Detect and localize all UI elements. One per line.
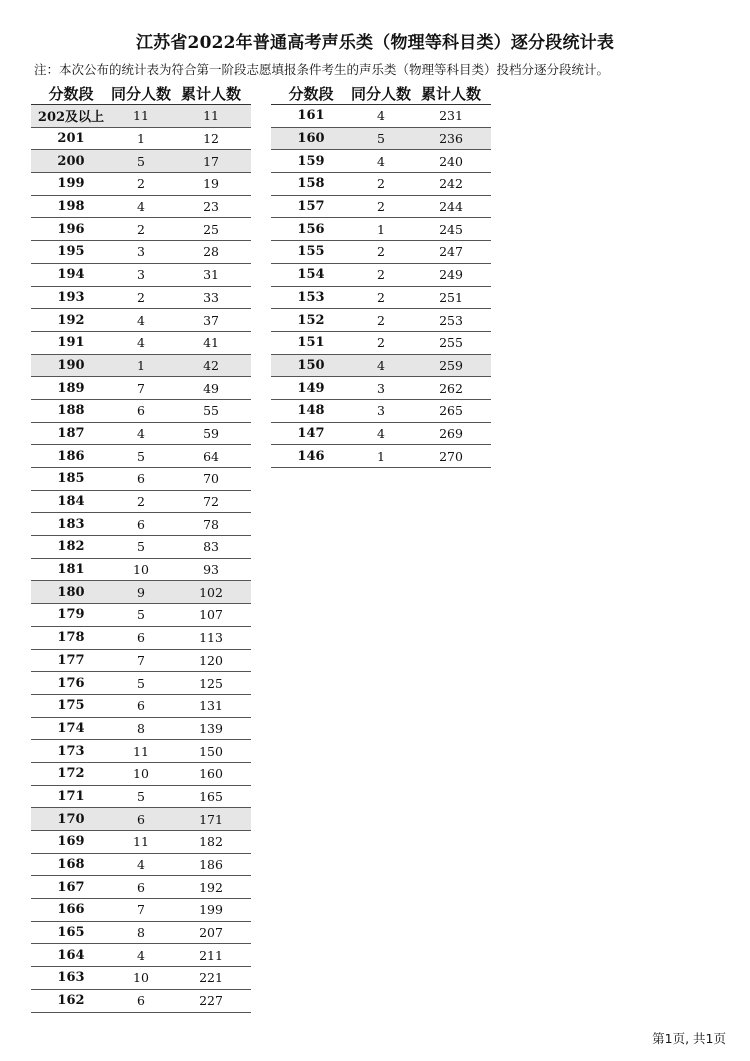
cell-cumulative-count: 41 (171, 331, 251, 354)
cell-same-score-count: 6 (111, 626, 171, 649)
cell-score-range: 173 (31, 740, 111, 763)
table-row (31, 173, 251, 196)
cell-cumulative-count: 125 (171, 672, 251, 695)
table-row (31, 263, 251, 286)
table-row (31, 377, 251, 400)
cell-cumulative-count: 207 (171, 921, 251, 944)
cell-cumulative-count: 251 (411, 286, 491, 309)
cell-cumulative-count: 171 (171, 808, 251, 831)
table-row (31, 468, 251, 491)
table-row (31, 626, 251, 649)
cell-same-score-count: 3 (111, 241, 171, 264)
cell-score-range: 175 (31, 694, 111, 717)
page-title: 江苏省2022年普通高考声乐类（物理等科目类）逐分段统计表 (135, 33, 615, 53)
table-row (271, 377, 491, 400)
cell-score-range: 191 (31, 331, 111, 354)
table-row (31, 445, 251, 468)
table-row (31, 694, 251, 717)
cell-score-range: 195 (31, 241, 111, 264)
cell-cumulative-count: 59 (171, 422, 251, 445)
cell-score-range: 146 (271, 445, 351, 468)
cell-score-range: 170 (31, 808, 111, 831)
header-score-range: 分数段 (271, 82, 351, 105)
table-row (271, 286, 491, 309)
cell-cumulative-count: 245 (411, 218, 491, 241)
cell-cumulative-count: 269 (411, 422, 491, 445)
table-row (271, 354, 491, 377)
table-row (31, 762, 251, 785)
cell-cumulative-count: 93 (171, 558, 251, 581)
table-row (271, 241, 491, 264)
cell-cumulative-count: 131 (171, 694, 251, 717)
cell-same-score-count: 11 (111, 740, 171, 763)
cell-score-range: 150 (271, 354, 351, 377)
cell-same-score-count: 5 (111, 785, 171, 808)
table-row (271, 127, 491, 150)
table-row (31, 921, 251, 944)
cell-same-score-count: 2 (351, 286, 411, 309)
cell-same-score-count: 5 (111, 150, 171, 173)
cell-same-score-count: 2 (351, 263, 411, 286)
table-header-row (31, 82, 251, 105)
cell-score-range: 168 (31, 853, 111, 876)
cell-same-score-count: 3 (111, 263, 171, 286)
cell-cumulative-count: 11 (171, 105, 251, 128)
table-row (271, 331, 491, 354)
cell-same-score-count: 4 (351, 105, 411, 128)
table-row (31, 241, 251, 264)
cell-score-range: 147 (271, 422, 351, 445)
cell-same-score-count: 11 (111, 105, 171, 128)
cell-cumulative-count: 33 (171, 286, 251, 309)
cell-cumulative-count: 120 (171, 649, 251, 672)
cell-score-range: 179 (31, 604, 111, 627)
cell-same-score-count: 4 (111, 331, 171, 354)
cell-score-range: 149 (271, 377, 351, 400)
cell-score-range: 153 (271, 286, 351, 309)
cell-score-range: 201 (31, 127, 111, 150)
cell-cumulative-count: 64 (171, 445, 251, 468)
cell-cumulative-count: 270 (411, 445, 491, 468)
score-table-right (271, 82, 491, 468)
cell-score-range: 177 (31, 649, 111, 672)
cell-cumulative-count: 83 (171, 536, 251, 559)
cell-same-score-count: 1 (111, 354, 171, 377)
cell-score-range: 167 (31, 876, 111, 899)
cell-same-score-count: 4 (111, 309, 171, 332)
cell-score-range: 180 (31, 581, 111, 604)
cell-cumulative-count: 165 (171, 785, 251, 808)
cell-same-score-count: 2 (111, 490, 171, 513)
cell-score-range: 166 (31, 899, 111, 922)
table-body-left (31, 105, 251, 1013)
table-body-right (271, 105, 491, 468)
cell-same-score-count: 1 (111, 127, 171, 150)
cell-cumulative-count: 19 (171, 173, 251, 196)
cell-score-range: 178 (31, 626, 111, 649)
cell-same-score-count: 5 (111, 445, 171, 468)
cell-cumulative-count: 42 (171, 354, 251, 377)
cell-cumulative-count: 265 (411, 399, 491, 422)
table-row (271, 218, 491, 241)
cell-same-score-count: 10 (111, 558, 171, 581)
cell-cumulative-count: 259 (411, 354, 491, 377)
cell-same-score-count: 4 (111, 853, 171, 876)
cell-cumulative-count: 186 (171, 853, 251, 876)
table-row (31, 740, 251, 763)
cell-score-range: 186 (31, 445, 111, 468)
cell-same-score-count: 1 (351, 218, 411, 241)
cell-score-range: 183 (31, 513, 111, 536)
cell-same-score-count: 2 (111, 286, 171, 309)
cell-same-score-count: 2 (351, 309, 411, 332)
table-row (271, 263, 491, 286)
table-row (31, 558, 251, 581)
cell-cumulative-count: 253 (411, 309, 491, 332)
cell-cumulative-count: 55 (171, 399, 251, 422)
cell-score-range: 174 (31, 717, 111, 740)
cell-score-range: 192 (31, 309, 111, 332)
table-row (271, 105, 491, 128)
cell-cumulative-count: 199 (171, 899, 251, 922)
table-note: 注：本次公布的统计表为符合第一阶段志愿填报条件考生的声乐类（物理等科目类）投档分逐分段统计。 (34, 62, 610, 77)
cell-same-score-count: 10 (111, 762, 171, 785)
cell-same-score-count: 2 (351, 331, 411, 354)
cell-score-range: 181 (31, 558, 111, 581)
table-row (271, 399, 491, 422)
cell-same-score-count: 2 (351, 195, 411, 218)
table-row (31, 127, 251, 150)
header-cumulative-count: 累计人数 (171, 82, 251, 105)
cell-cumulative-count: 192 (171, 876, 251, 899)
cell-same-score-count: 2 (111, 173, 171, 196)
header-cumulative-count: 累计人数 (411, 82, 491, 105)
cell-cumulative-count: 113 (171, 626, 251, 649)
cell-same-score-count: 4 (351, 354, 411, 377)
cell-same-score-count: 1 (351, 445, 411, 468)
cell-same-score-count: 7 (111, 377, 171, 400)
cell-score-range: 164 (31, 944, 111, 967)
table-row (31, 195, 251, 218)
table-row (31, 785, 251, 808)
header-same-score-count: 同分人数 (111, 82, 171, 105)
cell-same-score-count: 2 (111, 218, 171, 241)
cell-cumulative-count: 12 (171, 127, 251, 150)
cell-cumulative-count: 211 (171, 944, 251, 967)
cell-score-range: 148 (271, 399, 351, 422)
cell-score-range: 152 (271, 309, 351, 332)
cell-score-range: 161 (271, 105, 351, 128)
cell-same-score-count: 4 (111, 422, 171, 445)
cell-same-score-count: 6 (111, 513, 171, 536)
cell-cumulative-count: 25 (171, 218, 251, 241)
table-row (31, 808, 251, 831)
table-row (271, 309, 491, 332)
cell-score-range: 182 (31, 536, 111, 559)
table-row (271, 173, 491, 196)
table-row (31, 672, 251, 695)
cell-score-range: 163 (31, 967, 111, 990)
table-row (31, 989, 251, 1012)
cell-cumulative-count: 37 (171, 309, 251, 332)
table-row (31, 717, 251, 740)
cell-score-range: 189 (31, 377, 111, 400)
cell-same-score-count: 11 (111, 831, 171, 854)
cell-cumulative-count: 28 (171, 241, 251, 264)
table-row (271, 195, 491, 218)
cell-score-range: 184 (31, 490, 111, 513)
cell-same-score-count: 6 (111, 989, 171, 1012)
cell-same-score-count: 4 (111, 944, 171, 967)
cell-same-score-count: 4 (351, 150, 411, 173)
cell-score-range: 156 (271, 218, 351, 241)
cell-cumulative-count: 150 (171, 740, 251, 763)
cell-score-range: 190 (31, 354, 111, 377)
table-row (271, 150, 491, 173)
table-row (31, 150, 251, 173)
cell-score-range: 155 (271, 241, 351, 264)
header-same-score-count: 同分人数 (351, 82, 411, 105)
table-row (31, 399, 251, 422)
table-row (31, 831, 251, 854)
cell-score-range: 159 (271, 150, 351, 173)
table-row (271, 422, 491, 445)
cell-same-score-count: 5 (111, 536, 171, 559)
table-row (31, 876, 251, 899)
cell-score-range: 165 (31, 921, 111, 944)
cell-score-range: 157 (271, 195, 351, 218)
table-row (31, 105, 251, 128)
cell-same-score-count: 3 (351, 399, 411, 422)
cell-cumulative-count: 255 (411, 331, 491, 354)
score-table-left (31, 82, 251, 1013)
table-row (31, 581, 251, 604)
cell-score-range: 194 (31, 263, 111, 286)
cell-score-range: 188 (31, 399, 111, 422)
cell-score-range: 172 (31, 762, 111, 785)
cell-same-score-count: 9 (111, 581, 171, 604)
table-row (31, 967, 251, 990)
cell-same-score-count: 6 (111, 808, 171, 831)
cell-score-range: 176 (31, 672, 111, 695)
cell-same-score-count: 7 (111, 899, 171, 922)
cell-cumulative-count: 49 (171, 377, 251, 400)
table-row (31, 604, 251, 627)
cell-score-range: 169 (31, 831, 111, 854)
cell-score-range: 187 (31, 422, 111, 445)
cell-cumulative-count: 182 (171, 831, 251, 854)
cell-score-range: 199 (31, 173, 111, 196)
cell-same-score-count: 2 (351, 241, 411, 264)
table-row (31, 944, 251, 967)
cell-cumulative-count: 231 (411, 105, 491, 128)
cell-same-score-count: 2 (351, 173, 411, 196)
cell-same-score-count: 4 (111, 195, 171, 218)
cell-cumulative-count: 17 (171, 150, 251, 173)
table-header-row (271, 82, 491, 105)
cell-cumulative-count: 23 (171, 195, 251, 218)
table-row (31, 536, 251, 559)
cell-cumulative-count: 107 (171, 604, 251, 627)
cell-same-score-count: 6 (111, 876, 171, 899)
cell-cumulative-count: 31 (171, 263, 251, 286)
cell-cumulative-count: 70 (171, 468, 251, 491)
cell-same-score-count: 3 (351, 377, 411, 400)
table-row (31, 309, 251, 332)
cell-cumulative-count: 247 (411, 241, 491, 264)
cell-cumulative-count: 221 (171, 967, 251, 990)
cell-same-score-count: 10 (111, 967, 171, 990)
cell-same-score-count: 6 (111, 468, 171, 491)
cell-cumulative-count: 78 (171, 513, 251, 536)
table-row (31, 422, 251, 445)
cell-same-score-count: 5 (111, 604, 171, 627)
page-footer: 第1页, 共1页 (652, 1031, 726, 1046)
cell-score-range: 185 (31, 468, 111, 491)
cell-cumulative-count: 244 (411, 195, 491, 218)
cell-same-score-count: 5 (111, 672, 171, 695)
table-row (31, 513, 251, 536)
cell-same-score-count: 4 (351, 422, 411, 445)
cell-cumulative-count: 102 (171, 581, 251, 604)
cell-cumulative-count: 249 (411, 263, 491, 286)
table-row (31, 853, 251, 876)
cell-same-score-count: 8 (111, 921, 171, 944)
cell-cumulative-count: 72 (171, 490, 251, 513)
cell-score-range: 151 (271, 331, 351, 354)
cell-score-range: 200 (31, 150, 111, 173)
cell-score-range: 162 (31, 989, 111, 1012)
cell-cumulative-count: 227 (171, 989, 251, 1012)
cell-score-range: 198 (31, 195, 111, 218)
table-row (31, 218, 251, 241)
cell-score-range: 158 (271, 173, 351, 196)
cell-cumulative-count: 262 (411, 377, 491, 400)
cell-same-score-count: 7 (111, 649, 171, 672)
cell-cumulative-count: 160 (171, 762, 251, 785)
cell-same-score-count: 8 (111, 717, 171, 740)
cell-score-range: 202及以上 (31, 105, 111, 128)
cell-cumulative-count: 242 (411, 173, 491, 196)
table-row (31, 286, 251, 309)
cell-cumulative-count: 139 (171, 717, 251, 740)
cell-same-score-count: 5 (351, 127, 411, 150)
table-row (31, 331, 251, 354)
table-row (31, 354, 251, 377)
cell-score-range: 171 (31, 785, 111, 808)
table-row (31, 899, 251, 922)
table-row (31, 490, 251, 513)
cell-score-range: 160 (271, 127, 351, 150)
cell-cumulative-count: 236 (411, 127, 491, 150)
cell-score-range: 193 (31, 286, 111, 309)
header-score-range: 分数段 (31, 82, 111, 105)
cell-same-score-count: 6 (111, 694, 171, 717)
table-row (271, 445, 491, 468)
cell-score-range: 196 (31, 218, 111, 241)
cell-score-range: 154 (271, 263, 351, 286)
cell-same-score-count: 6 (111, 399, 171, 422)
table-row (31, 649, 251, 672)
cell-cumulative-count: 240 (411, 150, 491, 173)
